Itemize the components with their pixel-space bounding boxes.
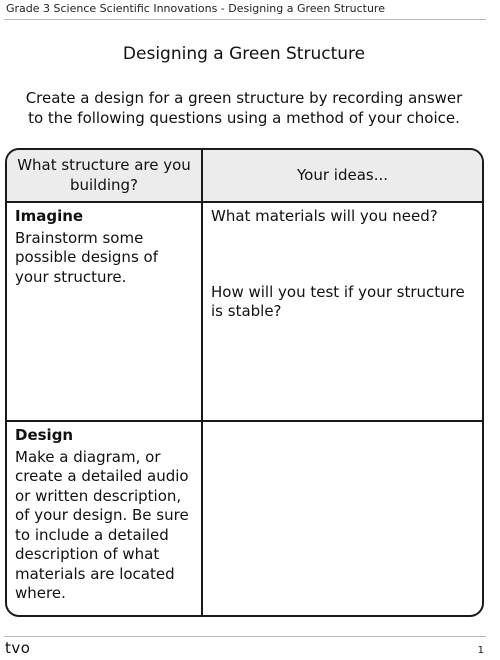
table-header-row [7, 150, 482, 203]
header-divider [4, 19, 486, 20]
intro-text: Create a design for a green structure by recording answer to the following questions using a method of your choice. [25, 89, 463, 127]
design-prompt-cell [7, 422, 203, 615]
tvo-logo: tvo [5, 639, 31, 657]
stability-question: How will you test if your structure is stable? [211, 282, 465, 320]
materials-question: What materials will you need? [211, 207, 438, 225]
table-row-design [7, 422, 482, 615]
design-description: Make a diagram, or create a detailed audio or written description, of your design. Be sure to include a detailed description of what materials are located where. [15, 447, 189, 602]
table-row-imagine [7, 203, 482, 422]
design-heading: Design [15, 426, 74, 444]
running-header: Grade 3 Science Scientific Innovations - Designing a Green Structure [6, 2, 385, 15]
page-number: 1 [477, 645, 484, 656]
imagine-heading: Imagine [15, 207, 84, 225]
imagine-description: Brainstorm some possible designs of your structure. [15, 228, 158, 286]
imagine-ideas-cell[interactable] [203, 203, 482, 420]
imagine-prompt-cell [7, 203, 203, 420]
footer-divider [4, 636, 486, 637]
column-header-ideas: Your ideas... [296, 165, 389, 184]
design-ideas-cell[interactable] [203, 422, 482, 615]
column-header-structure: What structure are you building? [7, 150, 203, 201]
page-title: Designing a Green Structure [122, 44, 366, 64]
design-table [5, 148, 484, 617]
